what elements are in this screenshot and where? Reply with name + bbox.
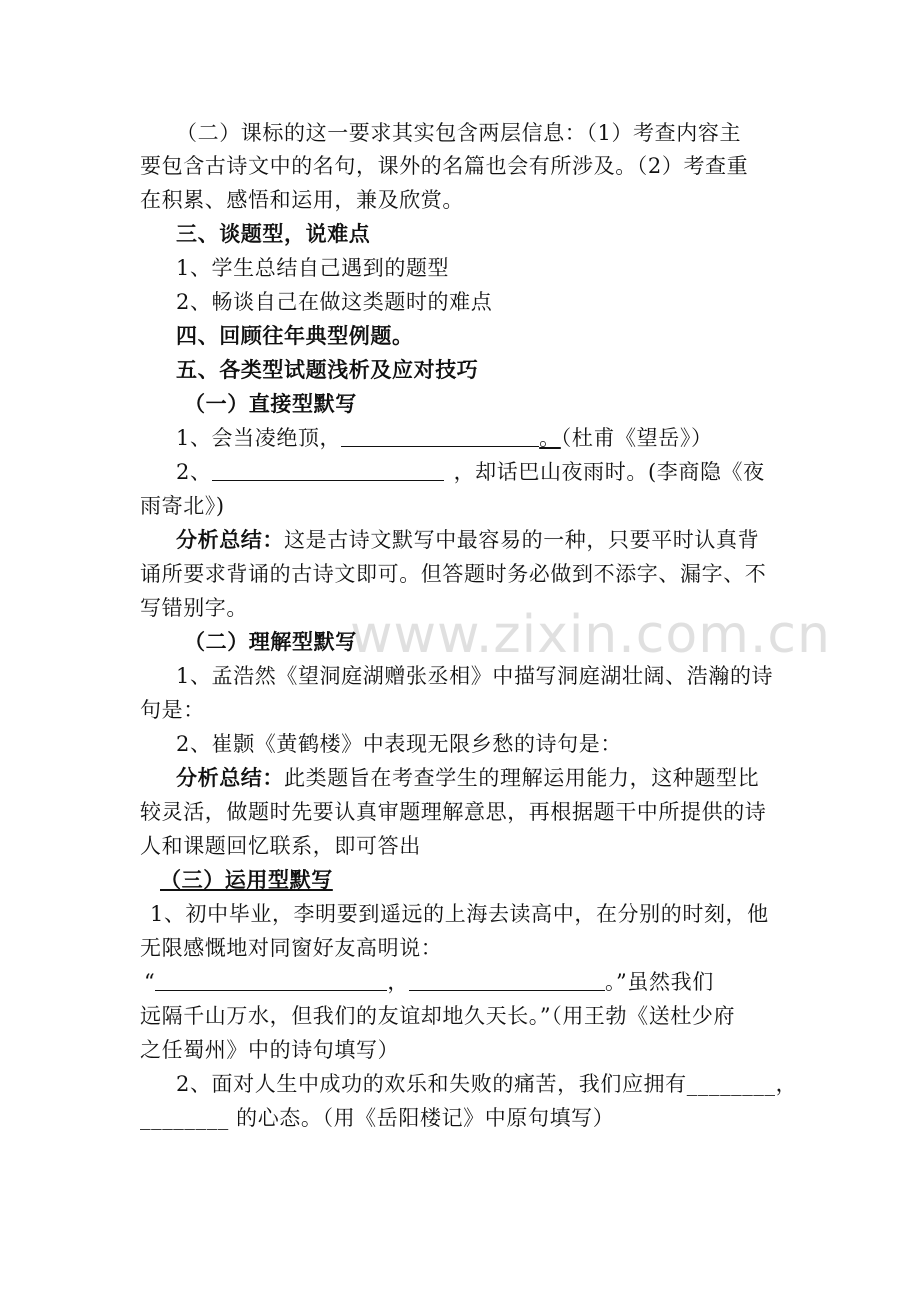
subheading-application: （三）运用型默写 xyxy=(160,867,333,892)
question-application-2-cont xyxy=(140,1103,614,1133)
answer-blank: ________， xyxy=(686,1072,798,1096)
analysis-summary-1 xyxy=(176,525,759,555)
analysis-text: 此类题旨在考查学生的理解运用能力，这种题型比 xyxy=(284,766,760,790)
question-text: 的心态。（用《岳阳楼记》中原句填写） xyxy=(228,1106,615,1130)
question-understanding-2: 2、崔颢《黄鹤楼》中表现无限乡愁的诗句是： xyxy=(176,732,622,756)
heading-section-5: 五、各类型试题浅析及应对技巧 xyxy=(176,357,479,382)
separator-comma: ， xyxy=(387,970,409,994)
heading-section-3: 三、谈题型，说难点 xyxy=(176,221,371,246)
analysis-summary-2-line-3: 人和课题回忆联系，即可答出 xyxy=(140,834,421,858)
para-standard-line-3: 在积累、感悟和运用，兼及欣赏。 xyxy=(140,188,464,212)
list-item-2: 2、畅谈自己在做这类题时的难点 xyxy=(176,290,493,314)
answer-blank xyxy=(212,460,444,481)
answer-blank xyxy=(409,970,605,991)
heading-section-4: 四、回顾往年典型例题。 xyxy=(176,323,414,348)
list-item-1: 1、学生总结自己遇到的题型 xyxy=(176,256,450,280)
question-text: 1、会当凌绝顶， xyxy=(176,426,342,450)
question-text: 。”虽然我们 xyxy=(604,970,714,994)
question-understanding-1-cont: 句是： xyxy=(140,698,205,722)
question-text: 2、 xyxy=(176,460,212,484)
analysis-summary-2 xyxy=(176,763,759,793)
question-application-2 xyxy=(176,1069,797,1099)
question-text: ，却话巴山夜雨时。(李商隐《夜 xyxy=(453,460,765,484)
question-direct-2 xyxy=(176,457,765,487)
watermark: www.zixin.com.cn xyxy=(350,605,831,665)
para-standard-line-2: 要包含古诗文中的名句，课外的名篇也会有所涉及。（2）考查重 xyxy=(140,154,749,178)
question-application-1-line-5: 之任蜀州》中的诗句填写） xyxy=(140,1038,400,1062)
answer-blank xyxy=(341,426,539,447)
analysis-label: 分析总结： xyxy=(176,527,284,552)
question-source: （杜甫《望岳》） xyxy=(560,426,713,450)
analysis-summary-1-line-2: 诵所要求背诵的古诗文即可。但答题时务必做到不添字、漏字、不 xyxy=(140,562,767,586)
analysis-summary-1-line-3: 写错别字。 xyxy=(140,596,248,620)
question-direct-2-cont: 雨寄北》) xyxy=(140,494,225,518)
open-quote: “ xyxy=(144,970,156,994)
question-application-1-line-4: 远隔千山万水，但我们的友谊却地久天长。”（用王勃《送杜少府 xyxy=(140,1004,736,1028)
question-application-1-line-2: 无限感慨地对同窗好友高明说： xyxy=(140,936,443,960)
subheading-direct: （一）直接型默写 xyxy=(184,391,357,416)
question-understanding-1: 1、孟浩然《望洞庭湖赠张丞相》中描写洞庭湖壮阔、浩瀚的诗 xyxy=(176,664,774,688)
question-direct-1 xyxy=(176,423,713,453)
analysis-text: 这是古诗文默写中最容易的一种，只要平时认真背 xyxy=(284,528,760,552)
question-text: 。 xyxy=(539,426,561,450)
question-text: 2、面对人生中成功的欢乐和失败的痛苦，我们应拥有 xyxy=(176,1072,687,1096)
answer-blank xyxy=(155,970,387,991)
para-standard-line-1: （二）课标的这一要求其实包含两层信息：（1）考查内容主 xyxy=(176,121,742,145)
subheading-understanding: （二）理解型默写 xyxy=(184,629,357,654)
analysis-summary-2-line-2: 较灵活，做题时先要认真审题理解意思，再根据题干中所提供的诗 xyxy=(140,800,767,824)
question-application-1: 1、初中毕业，李明要到遥远的上海去读高中，在分别的时刻，他 xyxy=(150,902,769,926)
question-application-1-blanks xyxy=(144,967,714,997)
analysis-label: 分析总结： xyxy=(176,765,284,790)
answer-blank: ________ xyxy=(140,1106,229,1130)
